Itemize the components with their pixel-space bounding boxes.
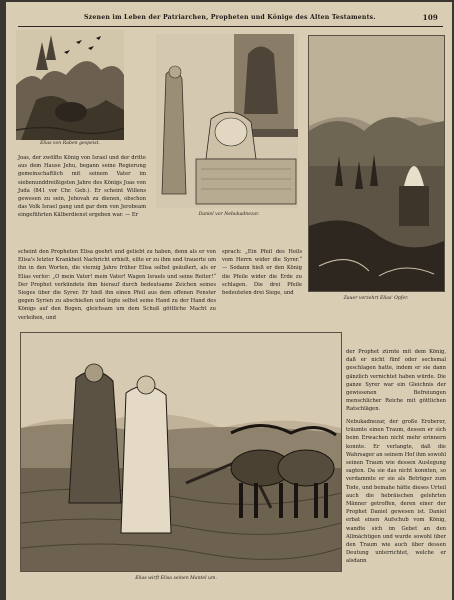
engraving-sacrifice [308,35,445,292]
daniel-illustration [156,34,298,208]
engraving-plough [20,332,342,572]
book-page [6,2,452,600]
engraving-ravens [16,30,124,140]
text-column-right-bottom [346,418,446,588]
paragraph-joas: Joas, der zwölfte König von Israel und der dritte aus dem Hause Jehu, begann seine Regierung gemeinschaftlich mit seinem Vater im siebenunddreißigsten Jahre des Königs Joas von Juda (841 vor Chr. Geb.). Er scheint Willens gewesen zu sein, Jehovah zu dienen, obschon das Volk Israel gang und gar dem von Jerobeam eingeführten Kälberdienst ergeben war. — Er [18,155,146,219]
caption-daniel: Daniel vor Nebukadnezar. [198,212,260,217]
caption-plough: Elias wirft Elisa seinen Mantel um. [135,576,217,581]
sacrifice-illustration [309,36,444,291]
text-column-left [18,154,146,248]
plough-illustration [21,333,341,571]
header-title: Szenen im Leben der Patriarchen, Propheten und Könige des Alten Testaments. [84,14,376,21]
text-column-middle [222,248,302,324]
paragraph-elisa: scheint den Propheten Elisa geehrt und geliebt zu haben, denn als er von Elisa's letzter Krankheit Nachricht erhielt, eilte er zu ihm und trauerte um ihn in den Worten, die vierzig Jahre früher Elisa selbst geäußert, als er Elias verlor: „O mein Vater! mein Vater! Wagen Israels und seine Reiter!“ Der Prophet verkündete ihm hierauf durch bedeutsame Zeichen seines Sieges über die Syrer. Er hieß ihn einen Pfeil aus dem offenen Fenster gegen Syrien zu abschießen und legte selbst seine Hand zu der Hand des Königs auf den Bogen, gleichsam um dem Schuß göttliche Macht zu verleihen, und [18,249,216,321]
header-rule [18,26,443,27]
text-block-wide [18,248,216,324]
caption-ravens: Elias von Raben gespeist. [40,141,100,146]
paragraph-prophet: der Prophet zürnte mit dem König, daß er nicht fünf oder sechsmal geschlagen hatte, indem er sie dann gänzlich vernichtet haben würde. Die ganze Syrer war ein Gleichnis der gewissenen Befreiungen menschlicher Reiche mit göttlichen Ratschlägen. [346,349,446,413]
engraving-daniel [156,34,298,208]
text-column-right-top [346,348,446,416]
caption-sacrifice: Zauer verzehrt Elias' Opfer. [343,296,409,301]
paragraph-arrows: sprach: „Ein Pfeil des Heils vom Herrn wider die Syrer.“ — Sodann hieß er den König die Pfeile wider die Erde zu schlagen. Die drei Pfeile bedeuteten drei Siege, und [222,249,302,297]
page-number: 109 [422,13,438,22]
ravens-illustration [16,30,124,140]
running-header [14,12,446,24]
paragraph-nebukadnezar: Nebukadnezar, der große Eroberer, träumte einen Traum, dessen er sich beim Erwachen nicht mehr erinnern konnte. Er verlangte, daß die Wahrsager an seinem Hof ihm sowohl seinen Traum wie dessen Auslegung sagten. Da sie das nicht konnten, so verdammte er sie als Betrüger zum Tode, und beinahe hätte dieses Urteil auch die hebräischen gelehrten Männer getroffen, deren einer der Prophet Daniel gewesen ist. Daniel erbat einen Aufschub vom König, wandte sich im Gebet an den Allmächtigen und wurde sowohl über den Traum wie auch über dessen Deutung unterrichtet, welche er alsdann [346,419,446,565]
